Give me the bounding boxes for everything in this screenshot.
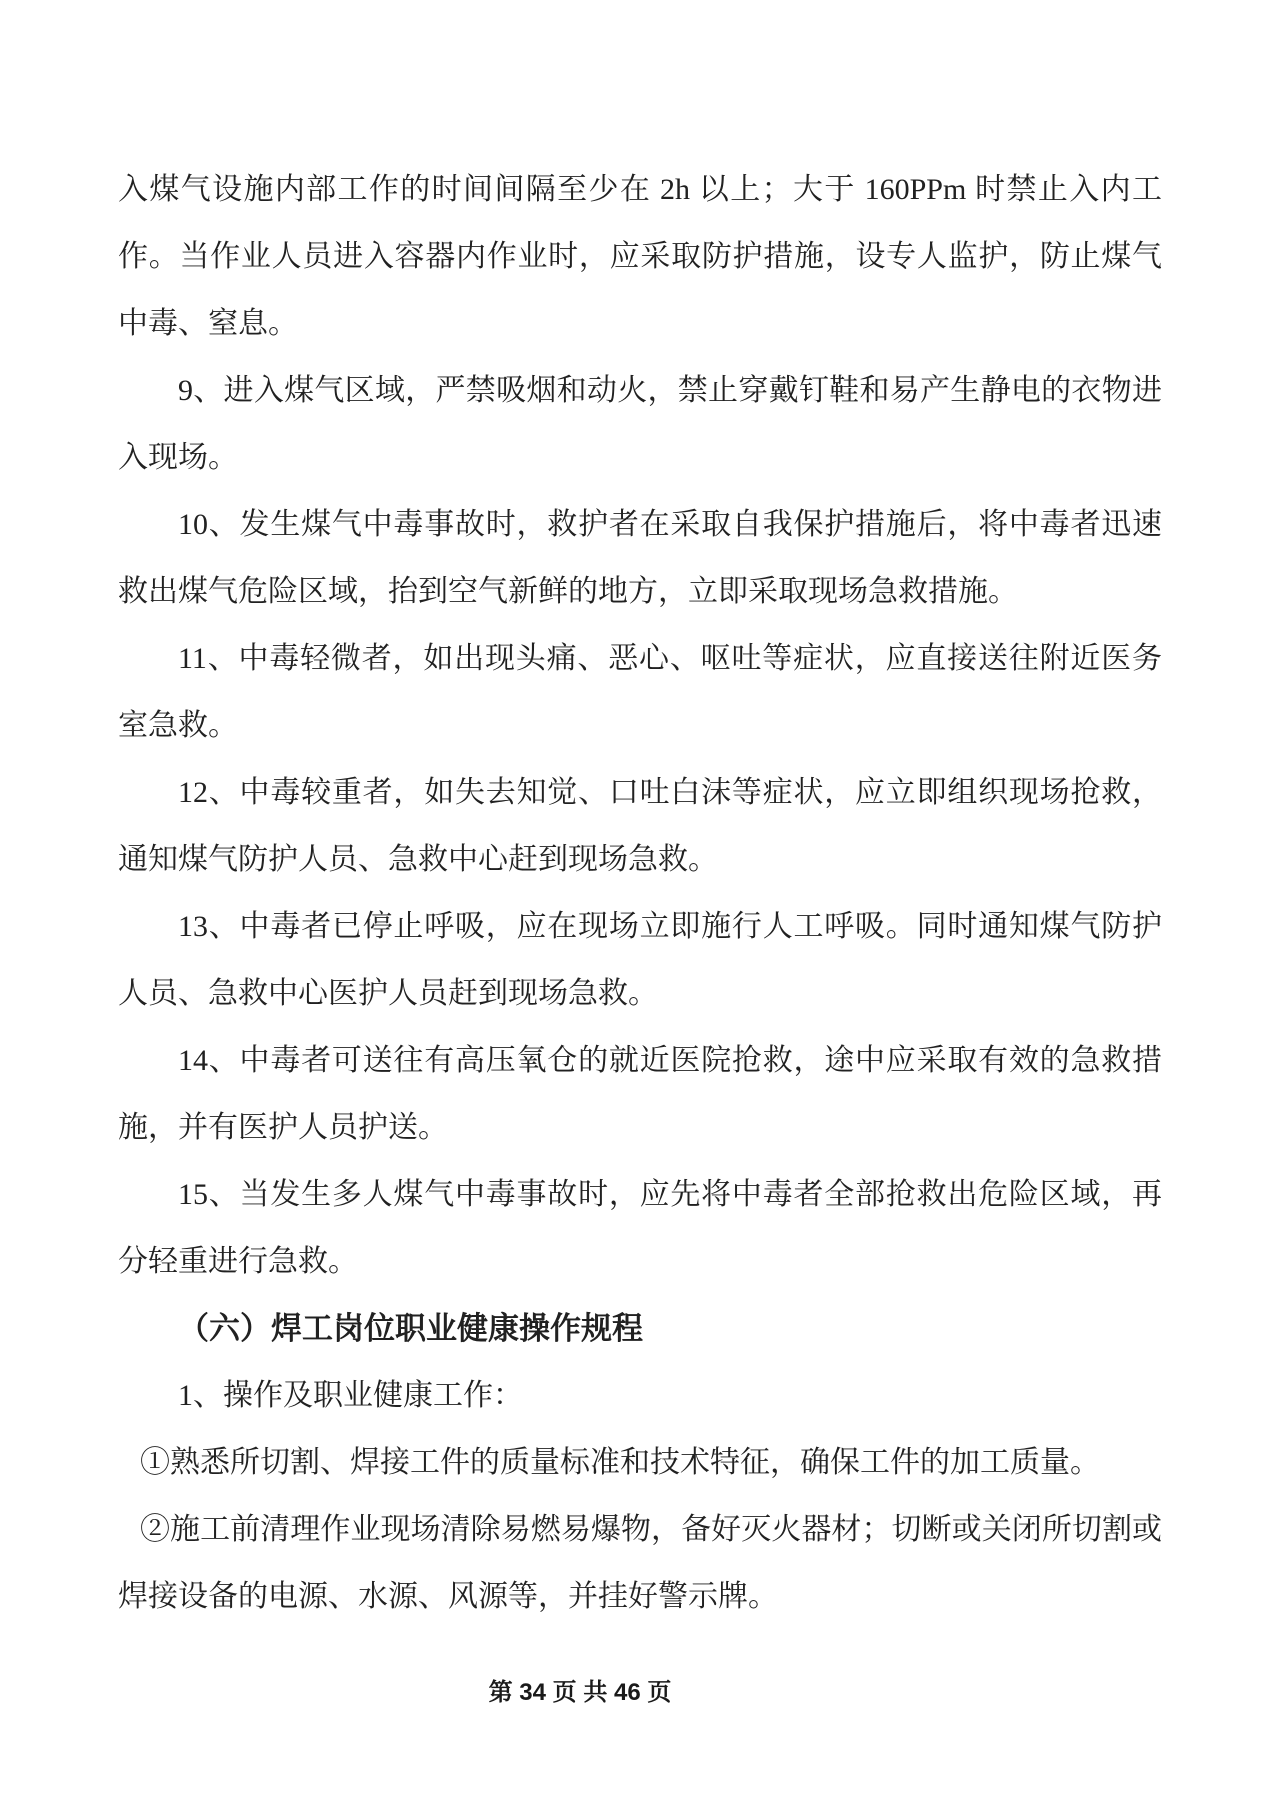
paragraph-item-1: 1、操作及职业健康工作： (178, 1379, 523, 1412)
paragraph-step-circled-1: ①熟悉所切割、焊接工件的质量标准和技术特征，确保工件的加工质量。 (140, 1446, 1100, 1479)
paragraph-item-13: 13、中毒者已停止呼吸，应在现场立即施行人工呼吸。同时通知煤气防护人员、急救中心医护人员赶到现场急救。 (118, 910, 1162, 1010)
paragraph-continuation: 入煤气设施内部工作的时间间隔至少在 2h 以上；大于 160PPm 时禁止入内工作。当作业人员进入容器内作业时，应采取防护措施，设专人监护，防止煤气中毒、窒息。 (118, 173, 1162, 340)
page-footer (0, 1672, 1160, 1707)
paragraph-item-14: 14、中毒者可送往有高压氧仓的就近医院抢救，途中应采取有效的急救措施，并有医护人员护送。 (118, 1044, 1162, 1144)
paragraph-item-10: 10、发生煤气中毒事故时，救护者在采取自我保护措施后，将中毒者迅速救出煤气危险区域，抬到空气新鲜的地方，立即采取现场急救措施。 (118, 508, 1162, 608)
paragraph-item-9: 9、进入煤气区域，严禁吸烟和动火，禁止穿戴钉鞋和易产生静电的衣物进入现场。 (118, 374, 1162, 474)
paragraph-item-11: 11、中毒轻微者，如出现头痛、恶心、呕吐等症状，应直接送往附近医务室急救。 (118, 642, 1162, 742)
paragraph-item-15: 15、当发生多人煤气中毒事故时，应先将中毒者全部抢救出危险区域，再分轻重进行急救。 (118, 1178, 1162, 1278)
page-number-text: 第 34 页 共 46 页 (488, 1679, 672, 1706)
paragraph-step-circled-2: ②施工前清理作业现场清除易燃易爆物，备好灭火器材；切断或关闭所切割或焊接设备的电源、水源、风源等，并挂好警示牌。 (118, 1513, 1162, 1613)
document-content (118, 156, 1162, 1630)
paragraph-item-12: 12、中毒较重者，如失去知觉、口吐白沫等症状，应立即组织现场抢救，通知煤气防护人员、急救中心赶到现场急救。 (118, 776, 1162, 876)
section-heading: （六）焊工岗位职业健康操作规程 (178, 1311, 643, 1346)
